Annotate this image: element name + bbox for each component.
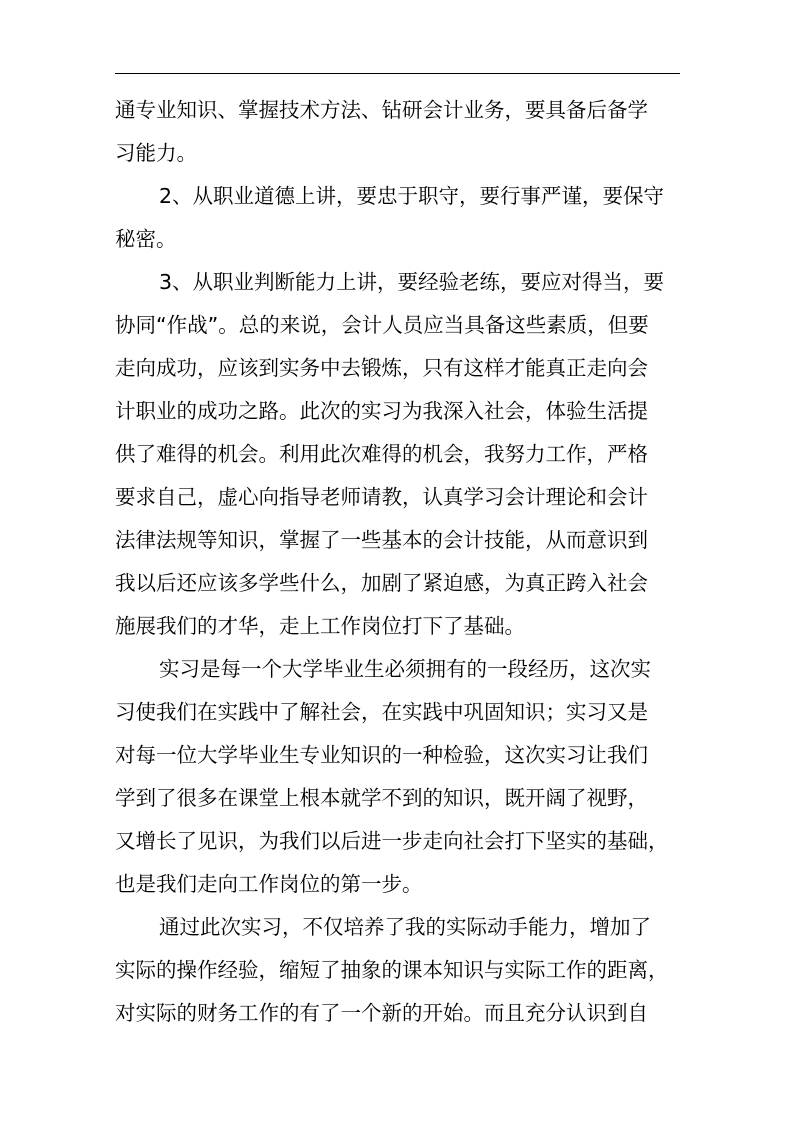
text-line: 实际的操作经验，缩短了抽象的课本知识与实际工作的距离， <box>115 958 669 982</box>
header-rule <box>115 73 680 74</box>
text-line: 通专业知识、掌握技术方法、钻研会计业务，要具备后备学 <box>115 98 648 122</box>
text-line: 供了难得的机会。利用此次难得的机会，我努力工作，严格 <box>115 442 648 466</box>
text-line: 实习是每一个大学毕业生必须拥有的一段经历，这次实 <box>159 657 651 681</box>
text-line: 计职业的成功之路。此次的实习为我深入社会，体验生活提 <box>115 399 648 423</box>
text-line: 要求自己，虚心向指导老师请教，认真学习会计理论和会计 <box>115 485 648 509</box>
text-line: 施展我们的才华，走上工作岗位打下了基础。 <box>115 614 525 638</box>
text-line: 习使我们在实践中了解社会，在实践中巩固知识；实习又是 <box>115 700 648 724</box>
text-line: 2、从职业道德上讲，要忠于职守，要行事严谨，要保守 <box>159 184 665 208</box>
text-line: 3、从职业判断能力上讲，要经验老练，要应对得当，要 <box>159 270 665 294</box>
document-body <box>115 89 680 1035</box>
text-line: 又增长了见识，为我们以后进一步走向社会打下坚实的基础， <box>115 829 669 853</box>
text-line: 我以后还应该多学些什么，加剧了紧迫感，为真正跨入社会 <box>115 571 648 595</box>
text-line: 习能力。 <box>115 141 197 165</box>
text-line: 协同“作战”。总的来说，会计人员应当具备这些素质，但要 <box>115 313 649 337</box>
text-line: 秘密。 <box>115 227 177 251</box>
text-line: 学到了很多在课堂上根本就学不到的知识，既开阔了视野， <box>115 786 648 810</box>
text-line: 通过此次实习，不仅培养了我的实际动手能力，增加了 <box>159 915 651 939</box>
text-line: 法律法规等知识，掌握了一些基本的会计技能，从而意识到 <box>115 528 648 552</box>
text-line: 走向成功，应该到实务中去锻炼，只有这样才能真正走向会 <box>115 356 648 380</box>
text-line: 也是我们走向工作岗位的第一步。 <box>115 872 423 896</box>
text-line: 对实际的财务工作的有了一个新的开始。而且充分认识到自 <box>115 1001 648 1025</box>
text-line: 对每一位大学毕业生专业知识的一种检验，这次实习让我们 <box>115 743 648 767</box>
